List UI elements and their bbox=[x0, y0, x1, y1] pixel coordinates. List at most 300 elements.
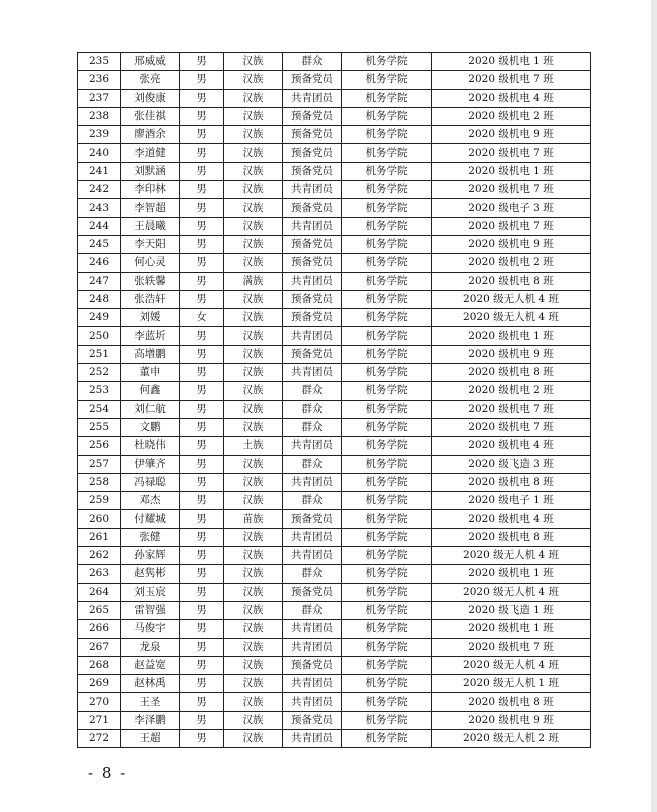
gender-cell: 男 bbox=[180, 199, 224, 217]
student-name-cell: 付耀城 bbox=[121, 510, 180, 528]
political-status-cell: 预备党员 bbox=[283, 510, 342, 528]
gender-cell: 男 bbox=[180, 382, 224, 400]
student-name-cell: 杜晓伟 bbox=[121, 437, 180, 455]
political-status-cell: 群众 bbox=[283, 492, 342, 510]
table-row bbox=[78, 290, 591, 308]
gender-cell: 男 bbox=[180, 601, 224, 619]
table-row bbox=[78, 583, 591, 601]
student-name-cell: 张佳祺 bbox=[121, 107, 180, 125]
college-cell: 机务学院 bbox=[342, 272, 432, 290]
college-cell: 机务学院 bbox=[342, 345, 432, 363]
college-cell: 机务学院 bbox=[342, 71, 432, 89]
college-cell: 机务学院 bbox=[342, 382, 432, 400]
political-status-cell: 共青团员 bbox=[283, 473, 342, 491]
ethnicity-cell: 汉族 bbox=[224, 162, 283, 180]
class-name-cell: 2020 级飞造 1 班 bbox=[432, 601, 591, 619]
college-cell: 机务学院 bbox=[342, 729, 432, 747]
table-row bbox=[78, 144, 591, 162]
class-name-cell: 2020 级无人机 4 班 bbox=[432, 290, 591, 308]
ethnicity-cell: 汉族 bbox=[224, 547, 283, 565]
college-cell: 机务学院 bbox=[342, 254, 432, 272]
ethnicity-cell: 汉族 bbox=[224, 473, 283, 491]
ethnicity-cell: 汉族 bbox=[224, 217, 283, 235]
political-status-cell: 预备党员 bbox=[283, 345, 342, 363]
ethnicity-cell: 汉族 bbox=[224, 711, 283, 729]
student-name-cell: 龙泉 bbox=[121, 638, 180, 656]
student-name-cell: 冯禄聪 bbox=[121, 473, 180, 491]
row-number-cell: 254 bbox=[78, 400, 121, 418]
student-name-cell: 张健 bbox=[121, 528, 180, 546]
row-number-cell: 264 bbox=[78, 583, 121, 601]
class-name-cell: 2020 级飞造 3 班 bbox=[432, 455, 591, 473]
table-row bbox=[78, 693, 591, 711]
political-status-cell: 共青团员 bbox=[283, 364, 342, 382]
ethnicity-cell: 汉族 bbox=[224, 235, 283, 253]
ethnicity-cell: 汉族 bbox=[224, 181, 283, 199]
ethnicity-cell: 汉族 bbox=[224, 199, 283, 217]
class-name-cell: 2020 级机电 9 班 bbox=[432, 345, 591, 363]
row-number-cell: 241 bbox=[78, 162, 121, 180]
table-row bbox=[78, 181, 591, 199]
college-cell: 机务学院 bbox=[342, 693, 432, 711]
gender-cell: 男 bbox=[180, 345, 224, 363]
gender-cell: 男 bbox=[180, 254, 224, 272]
political-status-cell: 预备党员 bbox=[283, 309, 342, 327]
class-name-cell: 2020 级机电 2 班 bbox=[432, 382, 591, 400]
student-name-cell: 文鹏 bbox=[121, 418, 180, 436]
table-row bbox=[78, 528, 591, 546]
row-number-cell: 243 bbox=[78, 199, 121, 217]
political-status-cell: 共青团员 bbox=[283, 729, 342, 747]
ethnicity-cell: 汉族 bbox=[224, 492, 283, 510]
political-status-cell: 预备党员 bbox=[283, 126, 342, 144]
gender-cell: 男 bbox=[180, 620, 224, 638]
gender-cell: 男 bbox=[180, 675, 224, 693]
class-name-cell: 2020 级机电 4 班 bbox=[432, 89, 591, 107]
row-number-cell: 237 bbox=[78, 89, 121, 107]
student-name-cell: 刘媛 bbox=[121, 309, 180, 327]
row-number-cell: 265 bbox=[78, 601, 121, 619]
row-number-cell: 258 bbox=[78, 473, 121, 491]
table-row bbox=[78, 638, 591, 656]
class-name-cell: 2020 级机电 7 班 bbox=[432, 638, 591, 656]
political-status-cell: 共青团员 bbox=[283, 437, 342, 455]
gender-cell: 男 bbox=[180, 272, 224, 290]
student-name-cell: 刘玉宸 bbox=[121, 583, 180, 601]
row-number-cell: 251 bbox=[78, 345, 121, 363]
political-status-cell: 群众 bbox=[283, 565, 342, 583]
college-cell: 机务学院 bbox=[342, 235, 432, 253]
class-name-cell: 2020 级机电 7 班 bbox=[432, 217, 591, 235]
student-name-cell: 廖酒余 bbox=[121, 126, 180, 144]
ethnicity-cell: 汉族 bbox=[224, 89, 283, 107]
table-row bbox=[78, 675, 591, 693]
political-status-cell: 共青团员 bbox=[283, 181, 342, 199]
page-number: - 8 - bbox=[88, 764, 128, 782]
political-status-cell: 共青团员 bbox=[283, 620, 342, 638]
political-status-cell: 共青团员 bbox=[283, 528, 342, 546]
college-cell: 机务学院 bbox=[342, 89, 432, 107]
table-row bbox=[78, 162, 591, 180]
college-cell: 机务学院 bbox=[342, 547, 432, 565]
ethnicity-cell: 汉族 bbox=[224, 327, 283, 345]
ethnicity-cell: 汉族 bbox=[224, 528, 283, 546]
row-number-cell: 246 bbox=[78, 254, 121, 272]
row-number-cell: 240 bbox=[78, 144, 121, 162]
table-row bbox=[78, 492, 591, 510]
table-row bbox=[78, 327, 591, 345]
gender-cell: 女 bbox=[180, 309, 224, 327]
college-cell: 机务学院 bbox=[342, 181, 432, 199]
table-row bbox=[78, 437, 591, 455]
political-status-cell: 共青团员 bbox=[283, 217, 342, 235]
class-name-cell: 2020 级无人机 2 班 bbox=[432, 729, 591, 747]
class-name-cell: 2020 级无人机 4 班 bbox=[432, 547, 591, 565]
table-row bbox=[78, 199, 591, 217]
ethnicity-cell: 汉族 bbox=[224, 620, 283, 638]
gender-cell: 男 bbox=[180, 418, 224, 436]
class-name-cell: 2020 级机电 7 班 bbox=[432, 418, 591, 436]
political-status-cell: 共青团员 bbox=[283, 547, 342, 565]
political-status-cell: 共青团员 bbox=[283, 327, 342, 345]
political-status-cell: 预备党员 bbox=[283, 656, 342, 674]
class-name-cell: 2020 级机电 4 班 bbox=[432, 510, 591, 528]
table-row bbox=[78, 565, 591, 583]
student-name-cell: 张轶馨 bbox=[121, 272, 180, 290]
college-cell: 机务学院 bbox=[342, 162, 432, 180]
gender-cell: 男 bbox=[180, 162, 224, 180]
college-cell: 机务学院 bbox=[342, 620, 432, 638]
gender-cell: 男 bbox=[180, 364, 224, 382]
row-number-cell: 235 bbox=[78, 53, 121, 71]
college-cell: 机务学院 bbox=[342, 107, 432, 125]
college-cell: 机务学院 bbox=[342, 199, 432, 217]
student-name-cell: 王超 bbox=[121, 729, 180, 747]
political-status-cell: 预备党员 bbox=[283, 199, 342, 217]
college-cell: 机务学院 bbox=[342, 656, 432, 674]
table-row bbox=[78, 309, 591, 327]
student-name-cell: 刘俊康 bbox=[121, 89, 180, 107]
class-name-cell: 2020 级电子 1 班 bbox=[432, 492, 591, 510]
ethnicity-cell: 汉族 bbox=[224, 565, 283, 583]
political-status-cell: 共青团员 bbox=[283, 89, 342, 107]
ethnicity-cell: 汉族 bbox=[224, 254, 283, 272]
political-status-cell: 预备党员 bbox=[283, 235, 342, 253]
student-name-cell: 何鑫 bbox=[121, 382, 180, 400]
table-row bbox=[78, 53, 591, 71]
college-cell: 机务学院 bbox=[342, 711, 432, 729]
row-number-cell: 257 bbox=[78, 455, 121, 473]
table-row bbox=[78, 418, 591, 436]
student-name-cell: 赵隽彬 bbox=[121, 565, 180, 583]
college-cell: 机务学院 bbox=[342, 583, 432, 601]
table-row bbox=[78, 382, 591, 400]
college-cell: 机务学院 bbox=[342, 217, 432, 235]
college-cell: 机务学院 bbox=[342, 144, 432, 162]
student-name-cell: 李蓝圻 bbox=[121, 327, 180, 345]
roster-table bbox=[77, 52, 591, 748]
class-name-cell: 2020 级机电 1 班 bbox=[432, 620, 591, 638]
student-name-cell: 伊肇齐 bbox=[121, 455, 180, 473]
gender-cell: 男 bbox=[180, 547, 224, 565]
class-name-cell: 2020 级无人机 4 班 bbox=[432, 309, 591, 327]
class-name-cell: 2020 级机电 9 班 bbox=[432, 126, 591, 144]
table-row bbox=[78, 107, 591, 125]
student-name-cell: 李天阳 bbox=[121, 235, 180, 253]
class-name-cell: 2020 级机电 8 班 bbox=[432, 272, 591, 290]
gender-cell: 男 bbox=[180, 565, 224, 583]
ethnicity-cell: 汉族 bbox=[224, 729, 283, 747]
ethnicity-cell: 汉族 bbox=[224, 675, 283, 693]
row-number-cell: 247 bbox=[78, 272, 121, 290]
student-name-cell: 邢威威 bbox=[121, 53, 180, 71]
table-row bbox=[78, 547, 591, 565]
student-name-cell: 孙家辉 bbox=[121, 547, 180, 565]
college-cell: 机务学院 bbox=[342, 473, 432, 491]
student-name-cell: 张亮 bbox=[121, 71, 180, 89]
table-row bbox=[78, 364, 591, 382]
gender-cell: 男 bbox=[180, 290, 224, 308]
table-row bbox=[78, 711, 591, 729]
class-name-cell: 2020 级无人机 1 班 bbox=[432, 675, 591, 693]
political-status-cell: 共青团员 bbox=[283, 638, 342, 656]
gender-cell: 男 bbox=[180, 492, 224, 510]
gender-cell: 男 bbox=[180, 638, 224, 656]
student-name-cell: 董申 bbox=[121, 364, 180, 382]
gender-cell: 男 bbox=[180, 528, 224, 546]
row-number-cell: 267 bbox=[78, 638, 121, 656]
row-number-cell: 259 bbox=[78, 492, 121, 510]
table-row bbox=[78, 126, 591, 144]
student-name-cell: 李智超 bbox=[121, 199, 180, 217]
table-row bbox=[78, 272, 591, 290]
row-number-cell: 239 bbox=[78, 126, 121, 144]
political-status-cell: 群众 bbox=[283, 455, 342, 473]
student-name-cell: 李泽鹏 bbox=[121, 711, 180, 729]
row-number-cell: 253 bbox=[78, 382, 121, 400]
row-number-cell: 272 bbox=[78, 729, 121, 747]
row-number-cell: 236 bbox=[78, 71, 121, 89]
political-status-cell: 群众 bbox=[283, 400, 342, 418]
college-cell: 机务学院 bbox=[342, 400, 432, 418]
student-name-cell: 马俊宇 bbox=[121, 620, 180, 638]
table-row bbox=[78, 601, 591, 619]
table-row bbox=[78, 620, 591, 638]
gender-cell: 男 bbox=[180, 693, 224, 711]
college-cell: 机务学院 bbox=[342, 327, 432, 345]
table-row bbox=[78, 729, 591, 747]
ethnicity-cell: 汉族 bbox=[224, 583, 283, 601]
class-name-cell: 2020 级机电 8 班 bbox=[432, 364, 591, 382]
gender-cell: 男 bbox=[180, 71, 224, 89]
table-row bbox=[78, 217, 591, 235]
class-name-cell: 2020 级机电 2 班 bbox=[432, 254, 591, 272]
class-name-cell: 2020 级机电 1 班 bbox=[432, 162, 591, 180]
gender-cell: 男 bbox=[180, 583, 224, 601]
row-number-cell: 255 bbox=[78, 418, 121, 436]
ethnicity-cell: 汉族 bbox=[224, 126, 283, 144]
row-number-cell: 256 bbox=[78, 437, 121, 455]
college-cell: 机务学院 bbox=[342, 565, 432, 583]
ethnicity-cell: 汉族 bbox=[224, 71, 283, 89]
political-status-cell: 预备党员 bbox=[283, 162, 342, 180]
class-name-cell: 2020 级机电 7 班 bbox=[432, 144, 591, 162]
ethnicity-cell: 汉族 bbox=[224, 364, 283, 382]
class-name-cell: 2020 级机电 7 班 bbox=[432, 400, 591, 418]
college-cell: 机务学院 bbox=[342, 675, 432, 693]
political-status-cell: 群众 bbox=[283, 53, 342, 71]
row-number-cell: 248 bbox=[78, 290, 121, 308]
row-number-cell: 252 bbox=[78, 364, 121, 382]
college-cell: 机务学院 bbox=[342, 437, 432, 455]
table-row bbox=[78, 235, 591, 253]
ethnicity-cell: 汉族 bbox=[224, 601, 283, 619]
class-name-cell: 2020 级机电 8 班 bbox=[432, 473, 591, 491]
row-number-cell: 244 bbox=[78, 217, 121, 235]
class-name-cell: 2020 级机电 2 班 bbox=[432, 107, 591, 125]
ethnicity-cell: 土族 bbox=[224, 437, 283, 455]
gender-cell: 男 bbox=[180, 53, 224, 71]
ethnicity-cell: 汉族 bbox=[224, 693, 283, 711]
college-cell: 机务学院 bbox=[342, 126, 432, 144]
ethnicity-cell: 汉族 bbox=[224, 382, 283, 400]
table-row bbox=[78, 400, 591, 418]
table-row bbox=[78, 656, 591, 674]
table-row bbox=[78, 455, 591, 473]
table-row bbox=[78, 345, 591, 363]
student-name-cell: 张浩轩 bbox=[121, 290, 180, 308]
ethnicity-cell: 汉族 bbox=[224, 53, 283, 71]
ethnicity-cell: 汉族 bbox=[224, 656, 283, 674]
ethnicity-cell: 汉族 bbox=[224, 455, 283, 473]
ethnicity-cell: 满族 bbox=[224, 272, 283, 290]
student-name-cell: 李印林 bbox=[121, 181, 180, 199]
student-name-cell: 赵益宽 bbox=[121, 656, 180, 674]
college-cell: 机务学院 bbox=[342, 455, 432, 473]
political-status-cell: 共青团员 bbox=[283, 675, 342, 693]
political-status-cell: 群众 bbox=[283, 382, 342, 400]
gender-cell: 男 bbox=[180, 729, 224, 747]
row-number-cell: 238 bbox=[78, 107, 121, 125]
student-name-cell: 高增鹏 bbox=[121, 345, 180, 363]
gender-cell: 男 bbox=[180, 510, 224, 528]
row-number-cell: 242 bbox=[78, 181, 121, 199]
row-number-cell: 268 bbox=[78, 656, 121, 674]
political-status-cell: 预备党员 bbox=[283, 71, 342, 89]
college-cell: 机务学院 bbox=[342, 309, 432, 327]
row-number-cell: 269 bbox=[78, 675, 121, 693]
ethnicity-cell: 汉族 bbox=[224, 290, 283, 308]
student-name-cell: 王圣 bbox=[121, 693, 180, 711]
ethnicity-cell: 汉族 bbox=[224, 638, 283, 656]
gender-cell: 男 bbox=[180, 473, 224, 491]
political-status-cell: 共青团员 bbox=[283, 272, 342, 290]
roster-body bbox=[78, 53, 591, 748]
ethnicity-cell: 汉族 bbox=[224, 144, 283, 162]
class-name-cell: 2020 级机电 1 班 bbox=[432, 565, 591, 583]
class-name-cell: 2020 级机电 7 班 bbox=[432, 71, 591, 89]
row-number-cell: 263 bbox=[78, 565, 121, 583]
class-name-cell: 2020 级机电 9 班 bbox=[432, 235, 591, 253]
gender-cell: 男 bbox=[180, 144, 224, 162]
political-status-cell: 预备党员 bbox=[283, 144, 342, 162]
political-status-cell: 预备党员 bbox=[283, 583, 342, 601]
class-name-cell: 2020 级机电 8 班 bbox=[432, 693, 591, 711]
political-status-cell: 预备党员 bbox=[283, 290, 342, 308]
class-name-cell: 2020 级机电 1 班 bbox=[432, 327, 591, 345]
political-status-cell: 预备党员 bbox=[283, 107, 342, 125]
college-cell: 机务学院 bbox=[342, 364, 432, 382]
student-name-cell: 刘默涵 bbox=[121, 162, 180, 180]
class-name-cell: 2020 级机电 4 班 bbox=[432, 437, 591, 455]
college-cell: 机务学院 bbox=[342, 492, 432, 510]
ethnicity-cell: 汉族 bbox=[224, 309, 283, 327]
student-name-cell: 雷智强 bbox=[121, 601, 180, 619]
political-status-cell: 预备党员 bbox=[283, 711, 342, 729]
gender-cell: 男 bbox=[180, 711, 224, 729]
political-status-cell: 群众 bbox=[283, 418, 342, 436]
gender-cell: 男 bbox=[180, 217, 224, 235]
class-name-cell: 2020 级机电 9 班 bbox=[432, 711, 591, 729]
class-name-cell: 2020 级无人机 4 班 bbox=[432, 583, 591, 601]
ethnicity-cell: 汉族 bbox=[224, 345, 283, 363]
student-name-cell: 王晨曦 bbox=[121, 217, 180, 235]
table-row bbox=[78, 473, 591, 491]
college-cell: 机务学院 bbox=[342, 601, 432, 619]
class-name-cell: 2020 级机电 1 班 bbox=[432, 53, 591, 71]
college-cell: 机务学院 bbox=[342, 418, 432, 436]
table-row bbox=[78, 71, 591, 89]
gender-cell: 男 bbox=[180, 656, 224, 674]
gender-cell: 男 bbox=[180, 437, 224, 455]
ethnicity-cell: 苗族 bbox=[224, 510, 283, 528]
college-cell: 机务学院 bbox=[342, 528, 432, 546]
row-number-cell: 261 bbox=[78, 528, 121, 546]
gender-cell: 男 bbox=[180, 107, 224, 125]
row-number-cell: 250 bbox=[78, 327, 121, 345]
political-status-cell: 预备党员 bbox=[283, 254, 342, 272]
student-name-cell: 邓杰 bbox=[121, 492, 180, 510]
row-number-cell: 245 bbox=[78, 235, 121, 253]
gender-cell: 男 bbox=[180, 455, 224, 473]
gender-cell: 男 bbox=[180, 327, 224, 345]
student-name-cell: 何心灵 bbox=[121, 254, 180, 272]
student-name-cell: 李道健 bbox=[121, 144, 180, 162]
college-cell: 机务学院 bbox=[342, 290, 432, 308]
gender-cell: 男 bbox=[180, 400, 224, 418]
student-name-cell: 刘仁航 bbox=[121, 400, 180, 418]
gender-cell: 男 bbox=[180, 89, 224, 107]
class-name-cell: 2020 级机电 7 班 bbox=[432, 181, 591, 199]
table-row bbox=[78, 254, 591, 272]
gender-cell: 男 bbox=[180, 126, 224, 144]
page-edge bbox=[651, 0, 657, 812]
ethnicity-cell: 汉族 bbox=[224, 400, 283, 418]
row-number-cell: 260 bbox=[78, 510, 121, 528]
table-row bbox=[78, 89, 591, 107]
college-cell: 机务学院 bbox=[342, 53, 432, 71]
ethnicity-cell: 汉族 bbox=[224, 418, 283, 436]
row-number-cell: 266 bbox=[78, 620, 121, 638]
student-name-cell: 赵林禹 bbox=[121, 675, 180, 693]
row-number-cell: 249 bbox=[78, 309, 121, 327]
gender-cell: 男 bbox=[180, 235, 224, 253]
ethnicity-cell: 汉族 bbox=[224, 107, 283, 125]
row-number-cell: 270 bbox=[78, 693, 121, 711]
gender-cell: 男 bbox=[180, 181, 224, 199]
political-status-cell: 群众 bbox=[283, 601, 342, 619]
class-name-cell: 2020 级无人机 4 班 bbox=[432, 656, 591, 674]
